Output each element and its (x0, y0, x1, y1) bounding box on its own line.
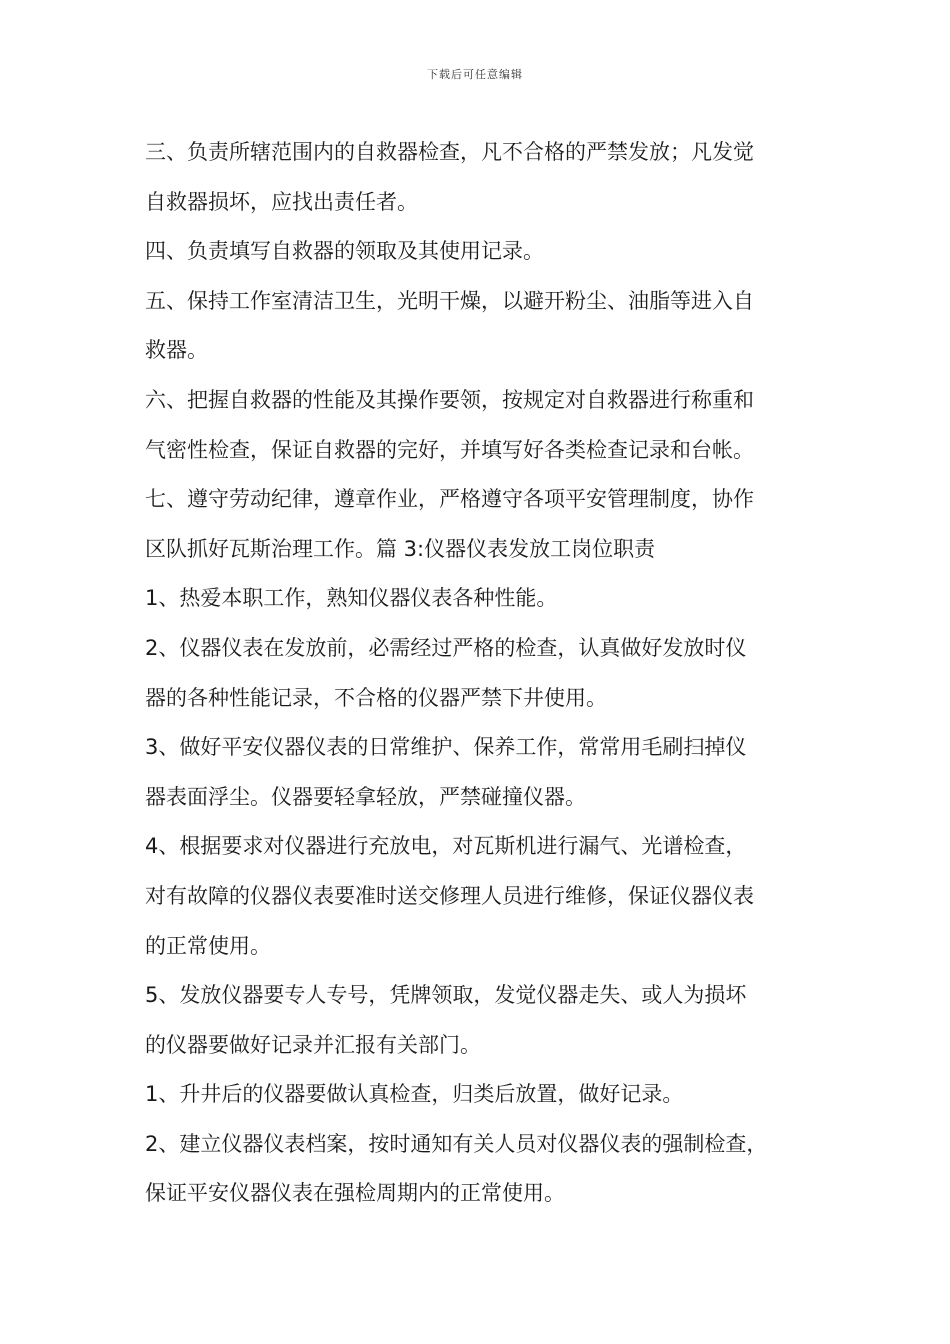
page-header: 下载后可任意编辑 (427, 68, 523, 81)
text-line: 五、保持工作室清洁卫生，光明干燥，以避开粉尘、油脂等进入自 (145, 288, 754, 313)
text-line: 六、把握自救器的性能及其操作要领，按规定对自救器进行称重和 (145, 387, 754, 412)
text-line: 救器。 (145, 338, 208, 363)
text-line: 2、仪器仪表在发放前，必需经过严格的检查，认真做好发放时仪 (145, 635, 747, 660)
text-line: 5、发放仪器要专人专号，凭牌领取，发觉仪器走失、或人为损坏 (145, 983, 747, 1008)
text-line: 2、建立仪器仪表档案，按时通知有关人员对仪器仪表的强制检查， (145, 1131, 768, 1156)
text-line: 1、热爱本职工作，熟知仪器仪表各种性能。 (145, 586, 558, 611)
text-line: 4、根据要求对仪器进行充放电，对瓦斯机进行漏气、光谱检查， (145, 834, 747, 859)
text-line: 三、负责所辖范围内的自救器检查，凡不合格的严禁发放；凡发觉 (145, 140, 754, 164)
text-line: 1、升井后的仪器要做认真检查，归类后放置，做好记录。 (145, 1082, 684, 1107)
text-line: 器的各种性能记录，不合格的仪器严禁下井使用。 (145, 685, 607, 710)
text-line: 七、遵守劳动纪律，遵章作业，严格遵守各项平安管理制度，协作 (145, 487, 754, 512)
text-line: 自救器损坏，应找出责任者。 (145, 189, 418, 214)
text-line: 对有故障的仪器仪表要准时送交修理人员进行维修，保证仪器仪表 (145, 883, 754, 908)
text-line: 器表面浮尘。仪器要轻拿轻放，严禁碰撞仪器。 (145, 784, 586, 809)
text-line: 的正常使用。 (145, 933, 271, 958)
text-line: 四、负责填写自救器的领取及其使用记录。 (145, 239, 544, 264)
text-line: 3、做好平安仪器仪表的日常维护、保养工作，常常用毛刷扫掉仪 (145, 735, 747, 760)
document-body (145, 128, 835, 1219)
text-line: 保证平安仪器仪表在强检周期内的正常使用。 (145, 1181, 565, 1206)
text-line: 区队抓好瓦斯治理工作。篇 3:仪器仪表发放工岗位职责 (145, 536, 656, 561)
text-line: 的仪器要做好记录并汇报有关部门。 (145, 1032, 481, 1057)
text-line: 气密性检查，保证自救器的完好，并填写好各类检查记录和台帐。 (145, 437, 754, 462)
